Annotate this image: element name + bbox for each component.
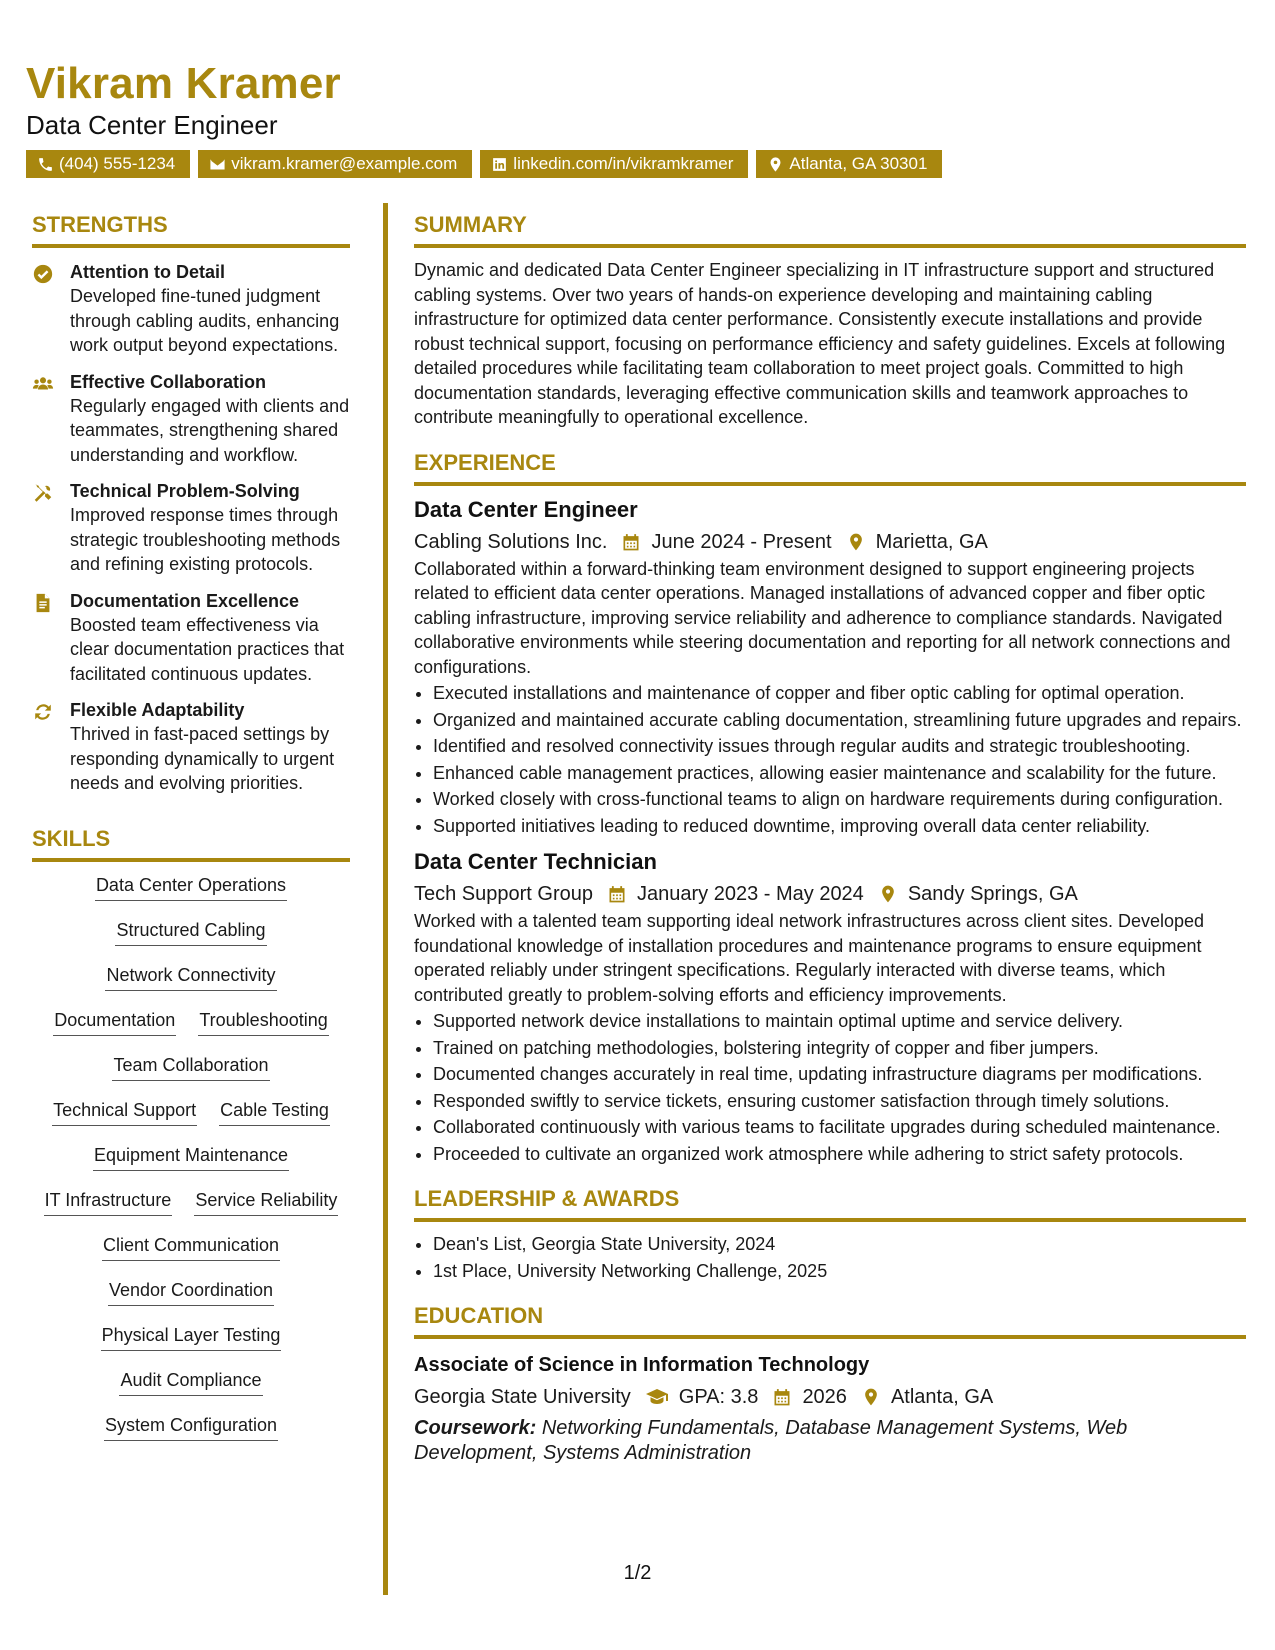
summary-text: Dynamic and dedicated Data Center Engineer specializing in IT infrastructure support and structured cabling systems. Over two years of hands-on experience developing and maintaining cabling infrastructure for optimized data center performance. Consistently execute installations and provide robust technical support, focusing on performance efficiency and safety guidelines. Excels at following detailed procedures while facilitating team collaboration to meet project goals. Committed to high documentation standards, leveraging effective communication skills and teamwork approaches to contribute meaningfully to operational excellence. xyxy=(414,260,1226,427)
page-number: 1/2 xyxy=(623,1562,652,1584)
job-meta xyxy=(414,527,1246,557)
skill-tag: Data Center Operations xyxy=(95,872,287,901)
linkedin-icon xyxy=(491,156,508,173)
skill-row xyxy=(32,1142,350,1187)
award-item: • Dean's List, Georgia State University, 2024 xyxy=(433,1232,1246,1257)
job-bullet: • Proceeded to cultivate an organized work atmosphere while adhering to strict safety protocols. xyxy=(433,1142,1246,1167)
strength-item xyxy=(32,479,350,577)
strength-description: Boosted team effectiveness via clear documentation practices that facilitated continuous updates. xyxy=(70,614,345,684)
job-entry xyxy=(414,496,1246,839)
users-icon xyxy=(32,373,54,395)
skill-row xyxy=(32,1367,350,1412)
awards-list xyxy=(414,1232,1246,1283)
job-company: Tech Support Group xyxy=(414,883,593,905)
coursework-label: Coursework: xyxy=(414,1417,537,1439)
skill-tag: Equipment Maintenance xyxy=(93,1142,289,1171)
job-dates: January 2023 - May 2024 xyxy=(637,883,864,905)
summary-heading: SUMMARY xyxy=(414,212,527,237)
section-rule xyxy=(414,1335,1246,1339)
skill-tag: Technical Support xyxy=(52,1097,197,1126)
phone-icon xyxy=(37,156,54,173)
job-bullets xyxy=(414,1009,1246,1166)
job-company: Cabling Solutions Inc. xyxy=(414,530,608,553)
job-bullet: • Documented changes accurately in real time, updating infrastructure diagrams per modifications. xyxy=(433,1062,1246,1087)
contact-email-text: vikram.kramer@example.com xyxy=(231,154,458,173)
job-bullet: • Worked closely with cross-functional teams to align on hardware requirements during configuration. xyxy=(433,787,1246,812)
location-pin-icon xyxy=(861,1387,881,1407)
job-title: Data Center Engineer xyxy=(414,496,638,522)
contact-bar xyxy=(26,150,942,178)
section-rule xyxy=(32,858,350,862)
job-bullet: • Trained on patching methodologies, bolstering integrity of copper and fiber jumpers. xyxy=(433,1036,1246,1061)
education-heading: EDUCATION xyxy=(414,1303,544,1328)
skill-tag: Service Reliability xyxy=(194,1187,338,1216)
strength-description: Developed fine-tuned judgment through cabling audits, enhancing work output beyond expectations. xyxy=(70,286,340,355)
skill-tag: Client Communication xyxy=(102,1232,280,1261)
contact-location xyxy=(756,150,942,178)
location-pin-icon xyxy=(767,156,784,173)
strength-title: Effective Collaboration xyxy=(70,371,267,392)
strength-item xyxy=(32,589,350,687)
job-dates: June 2024 - Present xyxy=(651,530,832,553)
resume-header xyxy=(26,58,942,178)
skill-tag: Documentation xyxy=(53,1007,176,1036)
skill-row xyxy=(32,1322,350,1367)
skills-heading: SKILLS xyxy=(32,825,111,851)
job-entry xyxy=(414,848,1246,1166)
skill-row xyxy=(32,872,350,917)
right-column xyxy=(414,210,1246,1465)
strength-title: Documentation Excellence xyxy=(70,590,300,611)
summary-section xyxy=(414,210,1246,430)
awards-section xyxy=(414,1184,1246,1283)
job-bullet: • Supported initiatives leading to reduced downtime, improving overall data center reliability. xyxy=(433,814,1246,839)
job-location: Sandy Springs, GA xyxy=(907,883,1078,905)
section-rule xyxy=(414,1218,1246,1222)
skill-tag: Team Collaboration xyxy=(112,1052,269,1081)
skill-tag: Physical Layer Testing xyxy=(101,1322,282,1351)
job-bullets xyxy=(414,681,1246,838)
strength-description: Regularly engaged with clients and teammates, strengthening shared understanding and workflow. xyxy=(70,395,350,465)
skill-row xyxy=(32,1187,350,1232)
contact-email[interactable] xyxy=(198,150,472,178)
skill-row xyxy=(32,1232,350,1277)
job-description: Worked with a talented team supporting ideal network infrastructures across client sites. Developed foundational knowledge of installation procedures and maintenance programs to ensure equipment operated reliably under stringent specifications. Regularly interacted with diverse teams, which contributed greatly to problem-solving efforts and efficiency improvements. xyxy=(414,911,1205,1005)
skill-row xyxy=(32,1052,350,1097)
skill-row xyxy=(32,1007,350,1052)
contact-linkedin-text: linkedin.com/in/vikramkramer xyxy=(513,154,734,173)
location-pin-icon xyxy=(846,532,866,552)
job-bullet: • Executed installations and maintenance of copper and fiber optic cabling for optimal operation. xyxy=(433,681,1246,706)
education-location: Atlanta, GA xyxy=(890,1386,994,1408)
strength-title: Attention to Detail xyxy=(70,262,225,282)
strength-item xyxy=(32,370,350,468)
experience-heading: EXPERIENCE xyxy=(414,449,556,475)
candidate-headline: Data Center Engineer xyxy=(26,110,278,140)
skill-tag: Cable Testing xyxy=(219,1097,330,1126)
calendar-icon xyxy=(621,532,641,552)
strengths-heading: STRENGTHS xyxy=(32,212,168,237)
skill-tag: Network Connectivity xyxy=(105,962,276,991)
skill-row xyxy=(32,1277,350,1322)
contact-location-text: Atlanta, GA 30301 xyxy=(789,154,928,173)
job-bullet: • Identified and resolved connectivity issues through regular audits and strategic troubleshooting. xyxy=(433,734,1246,759)
awards-heading: LEADERSHIP & AWARDS xyxy=(414,1186,680,1211)
skill-tag: IT Infrastructure xyxy=(44,1187,173,1216)
strength-item xyxy=(32,698,350,796)
calendar-icon xyxy=(607,884,627,904)
skill-tag: Troubleshooting xyxy=(198,1007,328,1036)
education-section xyxy=(414,1301,1246,1465)
education-gpa: GPA: 3.8 xyxy=(678,1386,759,1408)
job-bullet: • Collaborated continuously with various teams to facilitate upgrades during scheduled maintenance. xyxy=(433,1115,1246,1140)
experience-section xyxy=(414,448,1246,1167)
contact-linkedin[interactable] xyxy=(480,150,748,178)
skill-tag: Audit Compliance xyxy=(119,1367,262,1396)
strength-title: Technical Problem-Solving xyxy=(70,481,300,501)
job-location: Marietta, GA xyxy=(875,530,988,553)
skill-row xyxy=(32,1412,350,1457)
contact-phone[interactable] xyxy=(26,150,190,178)
job-meta xyxy=(414,879,1246,909)
strengths-section xyxy=(32,210,350,796)
candidate-name: Vikram Kramer xyxy=(26,59,341,108)
strength-description: Thrived in fast-paced settings by responding dynamically to urgent needs and evolving priorities. xyxy=(70,724,335,793)
calendar-icon xyxy=(772,1387,792,1407)
strength-description: Improved response times through strategic troubleshooting methods and refining existing protocols. xyxy=(70,505,341,574)
coursework-list: Networking Fundamentals, Database Management Systems, Web Development, Systems Administration xyxy=(414,1417,1128,1464)
sync-icon xyxy=(32,701,54,723)
skill-tag: System Configuration xyxy=(104,1412,278,1441)
skills-section xyxy=(32,824,350,1457)
strength-title: Flexible Adaptability xyxy=(70,700,245,720)
envelope-icon xyxy=(209,156,226,173)
job-description: Collaborated within a forward-thinking team environment designed to support engineering projects related to efficient data center operations. Managed installations of advanced copper and fiber optic cabling infrastructure, improving service reliability and adherence to compliance standards. Navigated collaborative environments while steering documentation and reporting for all network connections and configurations. xyxy=(414,558,1231,677)
section-rule xyxy=(32,244,350,248)
job-bullet: • Enhanced cable management practices, allowing easier maintenance and scalability for the future. xyxy=(433,761,1246,786)
coursework xyxy=(414,1416,1246,1465)
job-bullet: • Organized and maintained accurate cabling documentation, streamlining future upgrades and repairs. xyxy=(433,708,1246,733)
skill-row xyxy=(32,962,350,1007)
education-year: 2026 xyxy=(802,1386,847,1408)
degree-title: Associate of Science in Information Technology xyxy=(414,1354,870,1376)
graduation-cap-icon xyxy=(645,1385,669,1409)
award-item: • 1st Place, University Networking Challenge, 2025 xyxy=(433,1259,1246,1284)
section-rule xyxy=(414,244,1246,248)
location-pin-icon xyxy=(878,884,898,904)
job-title: Data Center Technician xyxy=(414,849,657,874)
skill-row xyxy=(32,917,350,962)
skill-tag: Vendor Coordination xyxy=(108,1277,274,1306)
education-meta xyxy=(414,1382,1246,1412)
school-name: Georgia State University xyxy=(414,1386,631,1408)
left-column xyxy=(32,210,350,1457)
skills-list xyxy=(32,872,350,1457)
section-rule xyxy=(414,482,1246,486)
tools-icon xyxy=(32,482,54,504)
check-circle-icon xyxy=(32,263,54,285)
column-divider xyxy=(383,203,388,1595)
contact-phone-text: (404) 555-1234 xyxy=(59,154,176,173)
strength-item xyxy=(32,260,350,358)
skill-tag: Structured Cabling xyxy=(115,917,266,946)
skill-row xyxy=(32,1097,350,1142)
job-bullet: • Supported network device installations to maintain optimal uptime and service delivery. xyxy=(433,1009,1246,1034)
document-icon xyxy=(32,592,54,614)
job-bullet: • Responded swiftly to service tickets, ensuring customer satisfaction through timely solutions. xyxy=(433,1089,1246,1114)
